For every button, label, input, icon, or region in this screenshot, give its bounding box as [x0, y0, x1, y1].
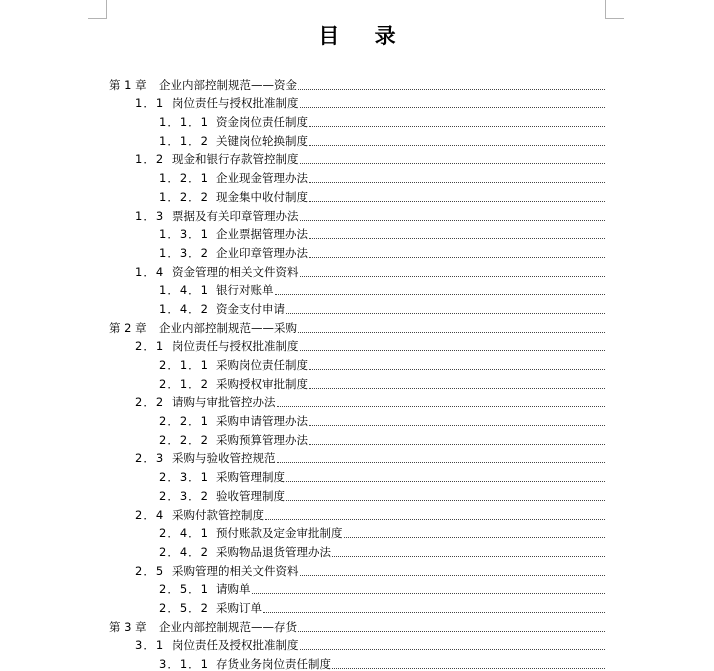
toc-entry-text: 票据及有关印章管理办法 — [172, 208, 299, 223]
toc-entry-level-3[interactable] — [0, 578, 714, 597]
toc-entry-number: 1．3 — [135, 208, 165, 223]
toc-entry-level-2[interactable] — [0, 559, 714, 578]
toc-entry-number: 2．5 — [135, 563, 165, 578]
toc-dot-leader — [309, 144, 605, 146]
toc-entry-level-2[interactable] — [0, 335, 714, 354]
toc-entry-number: 第 1 章 — [109, 77, 147, 92]
toc-entry-text: 企业内部控制规范——存货 — [159, 619, 297, 634]
toc-dot-leader — [309, 387, 605, 389]
toc-entry-text: 验收管理制度 — [216, 488, 285, 503]
toc-entry-text: 企业印章管理办法 — [216, 245, 308, 260]
toc-entry-number: 2．4．1 — [159, 526, 209, 541]
toc-entry-level-3[interactable] — [0, 540, 714, 559]
toc-dot-leader — [252, 592, 606, 594]
toc-dot-leader — [298, 630, 605, 632]
toc-entry-number: 2．2．2 — [159, 432, 209, 447]
toc-entry-text: 请购与审批管控办法 — [172, 395, 276, 410]
toc-entry-number: 2．5．1 — [159, 582, 209, 597]
toc-entry-number: 1．1．2 — [159, 133, 209, 148]
toc-entry-text: 企业票据管理办法 — [216, 227, 308, 242]
toc-entry-level-1[interactable] — [0, 73, 714, 92]
toc-dot-leader — [332, 667, 605, 669]
toc-entry-number: 1．1 — [135, 96, 165, 111]
toc-entry-number: 1．3．2 — [159, 245, 209, 260]
toc-entry-level-3[interactable] — [0, 465, 714, 484]
toc-entry-level-2[interactable] — [0, 204, 714, 223]
toc-entry-number: 1．4．1 — [159, 283, 209, 298]
toc-entry-text: 请购单 — [216, 582, 251, 597]
toc-entry-level-3[interactable] — [0, 409, 714, 428]
toc-entry-number: 3．1．1 — [159, 657, 209, 671]
toc-dot-leader — [332, 555, 605, 557]
toc-entry-text: 资金管理的相关文件资料 — [172, 264, 299, 279]
toc-entry-text: 企业内部控制规范——采购 — [159, 320, 297, 335]
toc-dot-leader — [309, 424, 605, 426]
toc-entry-level-3[interactable] — [0, 596, 714, 615]
toc-entry-number: 2．5．2 — [159, 600, 209, 615]
toc-entry-text: 采购岗位责任制度 — [216, 358, 308, 372]
toc-entry-text: 关键岗位轮换制度 — [216, 133, 308, 148]
toc-entry-number: 1．2．2 — [159, 189, 209, 204]
toc-dot-leader — [300, 162, 606, 164]
toc-entry-level-3[interactable] — [0, 279, 714, 298]
toc-entry-text: 现金集中收付制度 — [216, 189, 308, 204]
toc-entry-number: 1．3．1 — [159, 227, 209, 242]
toc-dot-leader — [275, 293, 606, 295]
toc-entry-level-2[interactable] — [0, 92, 714, 111]
toc-dot-leader — [300, 219, 606, 221]
toc-entry-number: 2．4 — [135, 507, 165, 522]
toc-entry-number: 2．2．1 — [159, 414, 209, 429]
toc-entry-level-3[interactable] — [0, 185, 714, 204]
toc-dot-leader — [277, 461, 606, 463]
toc-entry-level-1[interactable] — [0, 316, 714, 335]
crop-mark-top-left — [88, 0, 107, 19]
toc-dot-leader — [277, 405, 606, 407]
table-of-contents — [0, 73, 714, 671]
toc-entry-level-3[interactable] — [0, 297, 714, 316]
toc-entry-text: 采购申请管理办法 — [216, 414, 308, 429]
toc-entry-level-3[interactable] — [0, 353, 714, 372]
toc-entry-text: 现金和银行存款管控制度 — [172, 152, 299, 167]
toc-entry-level-1[interactable] — [0, 615, 714, 634]
toc-dot-leader — [309, 181, 605, 183]
toc-dot-leader — [300, 106, 606, 108]
toc-dot-leader — [309, 200, 605, 202]
toc-entry-number: 2．1．2 — [159, 376, 209, 391]
toc-dot-leader — [309, 237, 605, 239]
toc-entry-text: 采购管理的相关文件资料 — [172, 563, 299, 578]
toc-entry-text: 岗位责任与授权批准制度 — [172, 96, 299, 111]
toc-entry-text: 采购预算管理办法 — [216, 432, 308, 447]
toc-entry-text: 预付账款及定金审批制度 — [216, 526, 343, 541]
toc-entry-level-2[interactable] — [0, 260, 714, 279]
toc-dot-leader — [298, 88, 605, 90]
toc-dot-leader — [309, 368, 605, 370]
toc-dot-leader — [286, 480, 605, 482]
toc-dot-leader — [298, 331, 605, 333]
toc-dot-leader — [286, 312, 605, 314]
toc-dot-leader — [309, 256, 605, 258]
toc-entry-level-3[interactable] — [0, 372, 714, 391]
toc-entry-level-3[interactable] — [0, 166, 714, 185]
toc-entry-level-2[interactable] — [0, 391, 714, 410]
toc-entry-number: 第 3 章 — [109, 619, 147, 634]
toc-entry-number: 3．1 — [135, 638, 165, 653]
toc-entry-level-3[interactable] — [0, 110, 714, 129]
toc-entry-number: 2．1．1 — [159, 358, 209, 372]
toc-entry-number: 1．4．2 — [159, 301, 209, 316]
toc-title: 目 录 — [318, 23, 410, 48]
toc-entry-number: 1．1．1 — [159, 115, 209, 130]
toc-entry-text: 采购与验收管控规范 — [172, 451, 276, 466]
toc-entry-number: 第 2 章 — [109, 320, 147, 335]
toc-dot-leader — [300, 349, 606, 351]
toc-entry-text: 采购订单 — [216, 600, 262, 615]
toc-dot-leader — [263, 611, 605, 613]
toc-entry-number: 2．3．1 — [159, 470, 209, 485]
toc-entry-level-2[interactable] — [0, 447, 714, 466]
toc-entry-text: 采购管理制度 — [216, 470, 285, 485]
toc-dot-leader — [344, 536, 606, 538]
toc-entry-level-3[interactable] — [0, 484, 714, 503]
toc-entry-text: 企业现金管理办法 — [216, 171, 308, 186]
toc-entry-level-3[interactable] — [0, 241, 714, 260]
toc-entry-level-3[interactable] — [0, 428, 714, 447]
toc-entry-text: 采购付款管控制度 — [172, 507, 264, 522]
toc-dot-leader — [300, 574, 606, 576]
toc-dot-leader — [286, 499, 605, 501]
toc-entry-number: 2．3．2 — [159, 488, 209, 503]
toc-entry-text: 资金支付申请 — [216, 301, 285, 316]
toc-entry-number: 1．2．1 — [159, 171, 209, 186]
toc-dot-leader — [309, 125, 605, 127]
toc-entry-number: 1．4 — [135, 264, 165, 279]
toc-entry-number: 1．2 — [135, 152, 165, 167]
toc-entry-text: 采购授权审批制度 — [216, 376, 308, 391]
toc-dot-leader — [265, 518, 605, 520]
toc-entry-text: 企业内部控制规范——资金 — [159, 77, 297, 92]
toc-entry-level-2[interactable] — [0, 503, 714, 522]
toc-entry-text: 银行对账单 — [216, 283, 274, 298]
toc-entry-level-2[interactable] — [0, 148, 714, 167]
toc-entry-number: 2．4．2 — [159, 544, 209, 559]
toc-entry-text: 岗位责任与授权批准制度 — [172, 339, 299, 354]
toc-entry-level-3[interactable] — [0, 223, 714, 242]
toc-dot-leader — [309, 443, 605, 445]
toc-entry-text: 存货业务岗位责任制度 — [216, 657, 331, 671]
toc-entry-level-3[interactable] — [0, 522, 714, 541]
toc-dot-leader — [300, 275, 606, 277]
crop-mark-top-right — [605, 0, 624, 19]
toc-dot-leader — [300, 648, 606, 650]
toc-entry-level-2[interactable] — [0, 634, 714, 653]
toc-entry-text: 资金岗位责任制度 — [216, 115, 308, 130]
toc-entry-level-3[interactable] — [0, 129, 714, 148]
toc-entry-level-3[interactable] — [0, 652, 714, 671]
toc-entry-text: 采购物品退货管理办法 — [216, 544, 331, 559]
toc-entry-text: 岗位责任及授权批准制度 — [172, 638, 299, 653]
toc-entry-number: 2．3 — [135, 451, 165, 466]
toc-entry-number: 2．2 — [135, 395, 165, 410]
toc-entry-number: 2．1 — [135, 339, 165, 354]
